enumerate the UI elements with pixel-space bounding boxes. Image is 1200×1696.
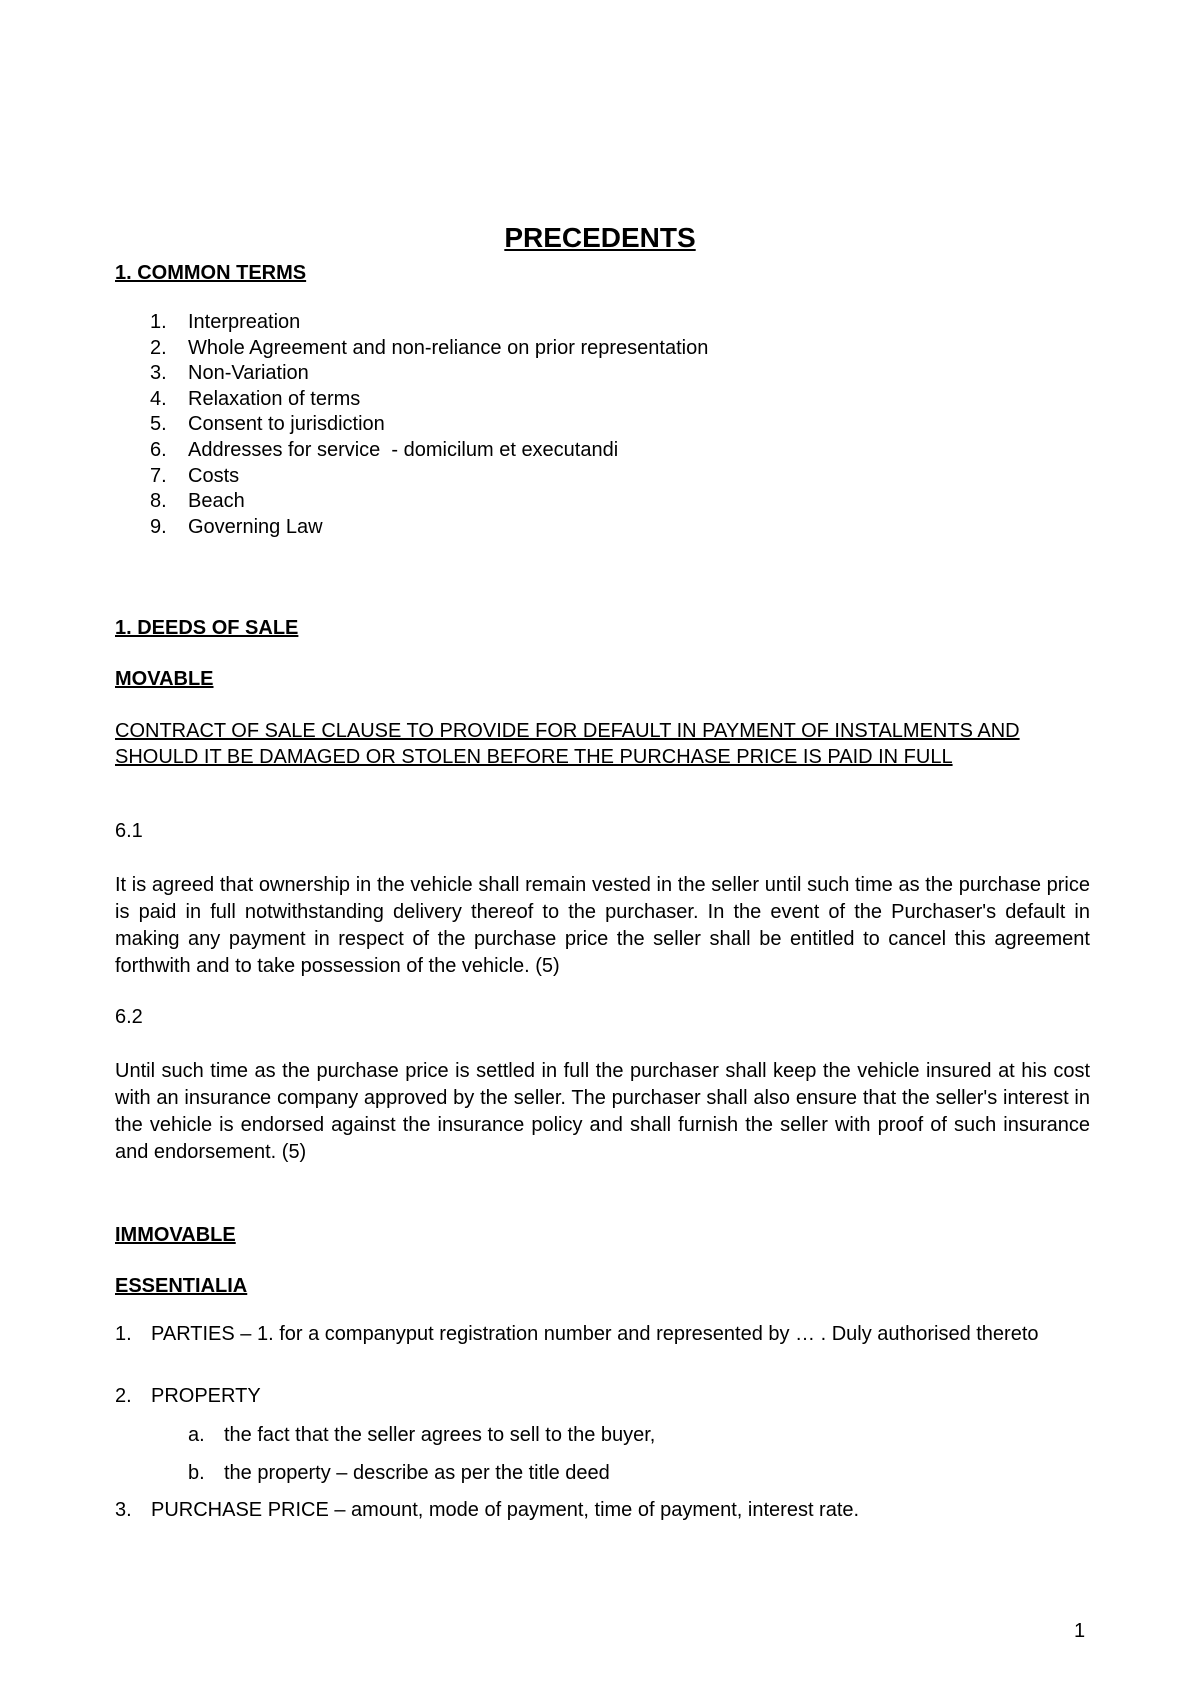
- property-sub-list: [188, 1422, 655, 1448]
- list-item: 3. PURCHASE PRICE – amount, mode of payment, time of payment, interest rate.: [115, 1499, 860, 1521]
- immovable-heading: IMMOVABLE: [115, 1224, 236, 1246]
- page-title: PRECEDENTS: [504, 222, 696, 253]
- property-sub-list: [188, 1460, 610, 1486]
- contract-clause-heading: CONTRACT OF SALE CLAUSE TO PROVIDE FOR DEFAULT IN PAYMENT OF INSTALMENTS AND SHOULD IT BE DAMAGED OR STOLEN BEFORE THE PURCHASE PRICE IS PAID IN FULL: [115, 720, 1020, 768]
- list-item: 1. PARTIES – 1. for a companyput registration number and represented by … . Duly authorised thereto: [115, 1323, 1039, 1345]
- clause-6-2-number: 6.2: [115, 1006, 143, 1028]
- list-item: 3. Non-Variation: [150, 362, 309, 385]
- list-item: 8. Beach: [150, 490, 245, 513]
- list-item: b. the property – describe as per the title deed: [188, 1462, 610, 1484]
- common-terms-list: [150, 310, 708, 540]
- list-item: 4. Relaxation of terms: [150, 387, 361, 410]
- list-item: 2. Whole Agreement and non-reliance on prior representation: [150, 336, 709, 359]
- essentialia-list-property: [115, 1383, 1090, 1409]
- list-item: 1. Interpreation: [150, 311, 301, 333]
- list-item: 2. PROPERTY: [115, 1385, 261, 1407]
- essentialia-list-price: [115, 1497, 1090, 1523]
- clause-6-1-text: It is agreed that ownership in the vehicle shall remain vested in the seller until such time as the purchase price is paid in full notwithstanding delivery thereof to the purchaser. In the event of the Purchaser's default in making any payment in respect of the purchase price the seller shall be entitled to cancel this agreement forthwith and to take possession of the vehicle. (5): [115, 874, 1090, 977]
- list-item: a. the fact that the seller agrees to sell to the buyer,: [188, 1424, 656, 1446]
- essentialia-heading: ESSENTIALIA: [115, 1275, 248, 1297]
- list-item: 9. Governing Law: [150, 515, 323, 538]
- list-item: 6. Addresses for service - domicilum et executandi: [150, 438, 619, 461]
- essentialia-list-parties: [115, 1321, 1090, 1347]
- common-terms-heading: 1. COMMON TERMS: [115, 262, 307, 284]
- movable-heading: MOVABLE: [115, 668, 214, 690]
- deeds-of-sale-heading: 1. DEEDS OF SALE: [115, 617, 299, 639]
- list-item: 5. Consent to jurisdiction: [150, 413, 385, 436]
- clause-6-2-text: Until such time as the purchase price is settled in full the purchaser shall keep the vehicle insured at his cost with an insurance company approved by the seller. The purchaser shall also ensure that the seller's interest in the vehicle is endorsed against the insurance policy and shall furnish the seller with proof of such insurance and endorsement. (5): [115, 1060, 1090, 1163]
- list-item: 7. Costs: [150, 464, 240, 487]
- page-number: 1: [1074, 1620, 1086, 1642]
- clause-6-1-number: 6.1: [115, 820, 143, 842]
